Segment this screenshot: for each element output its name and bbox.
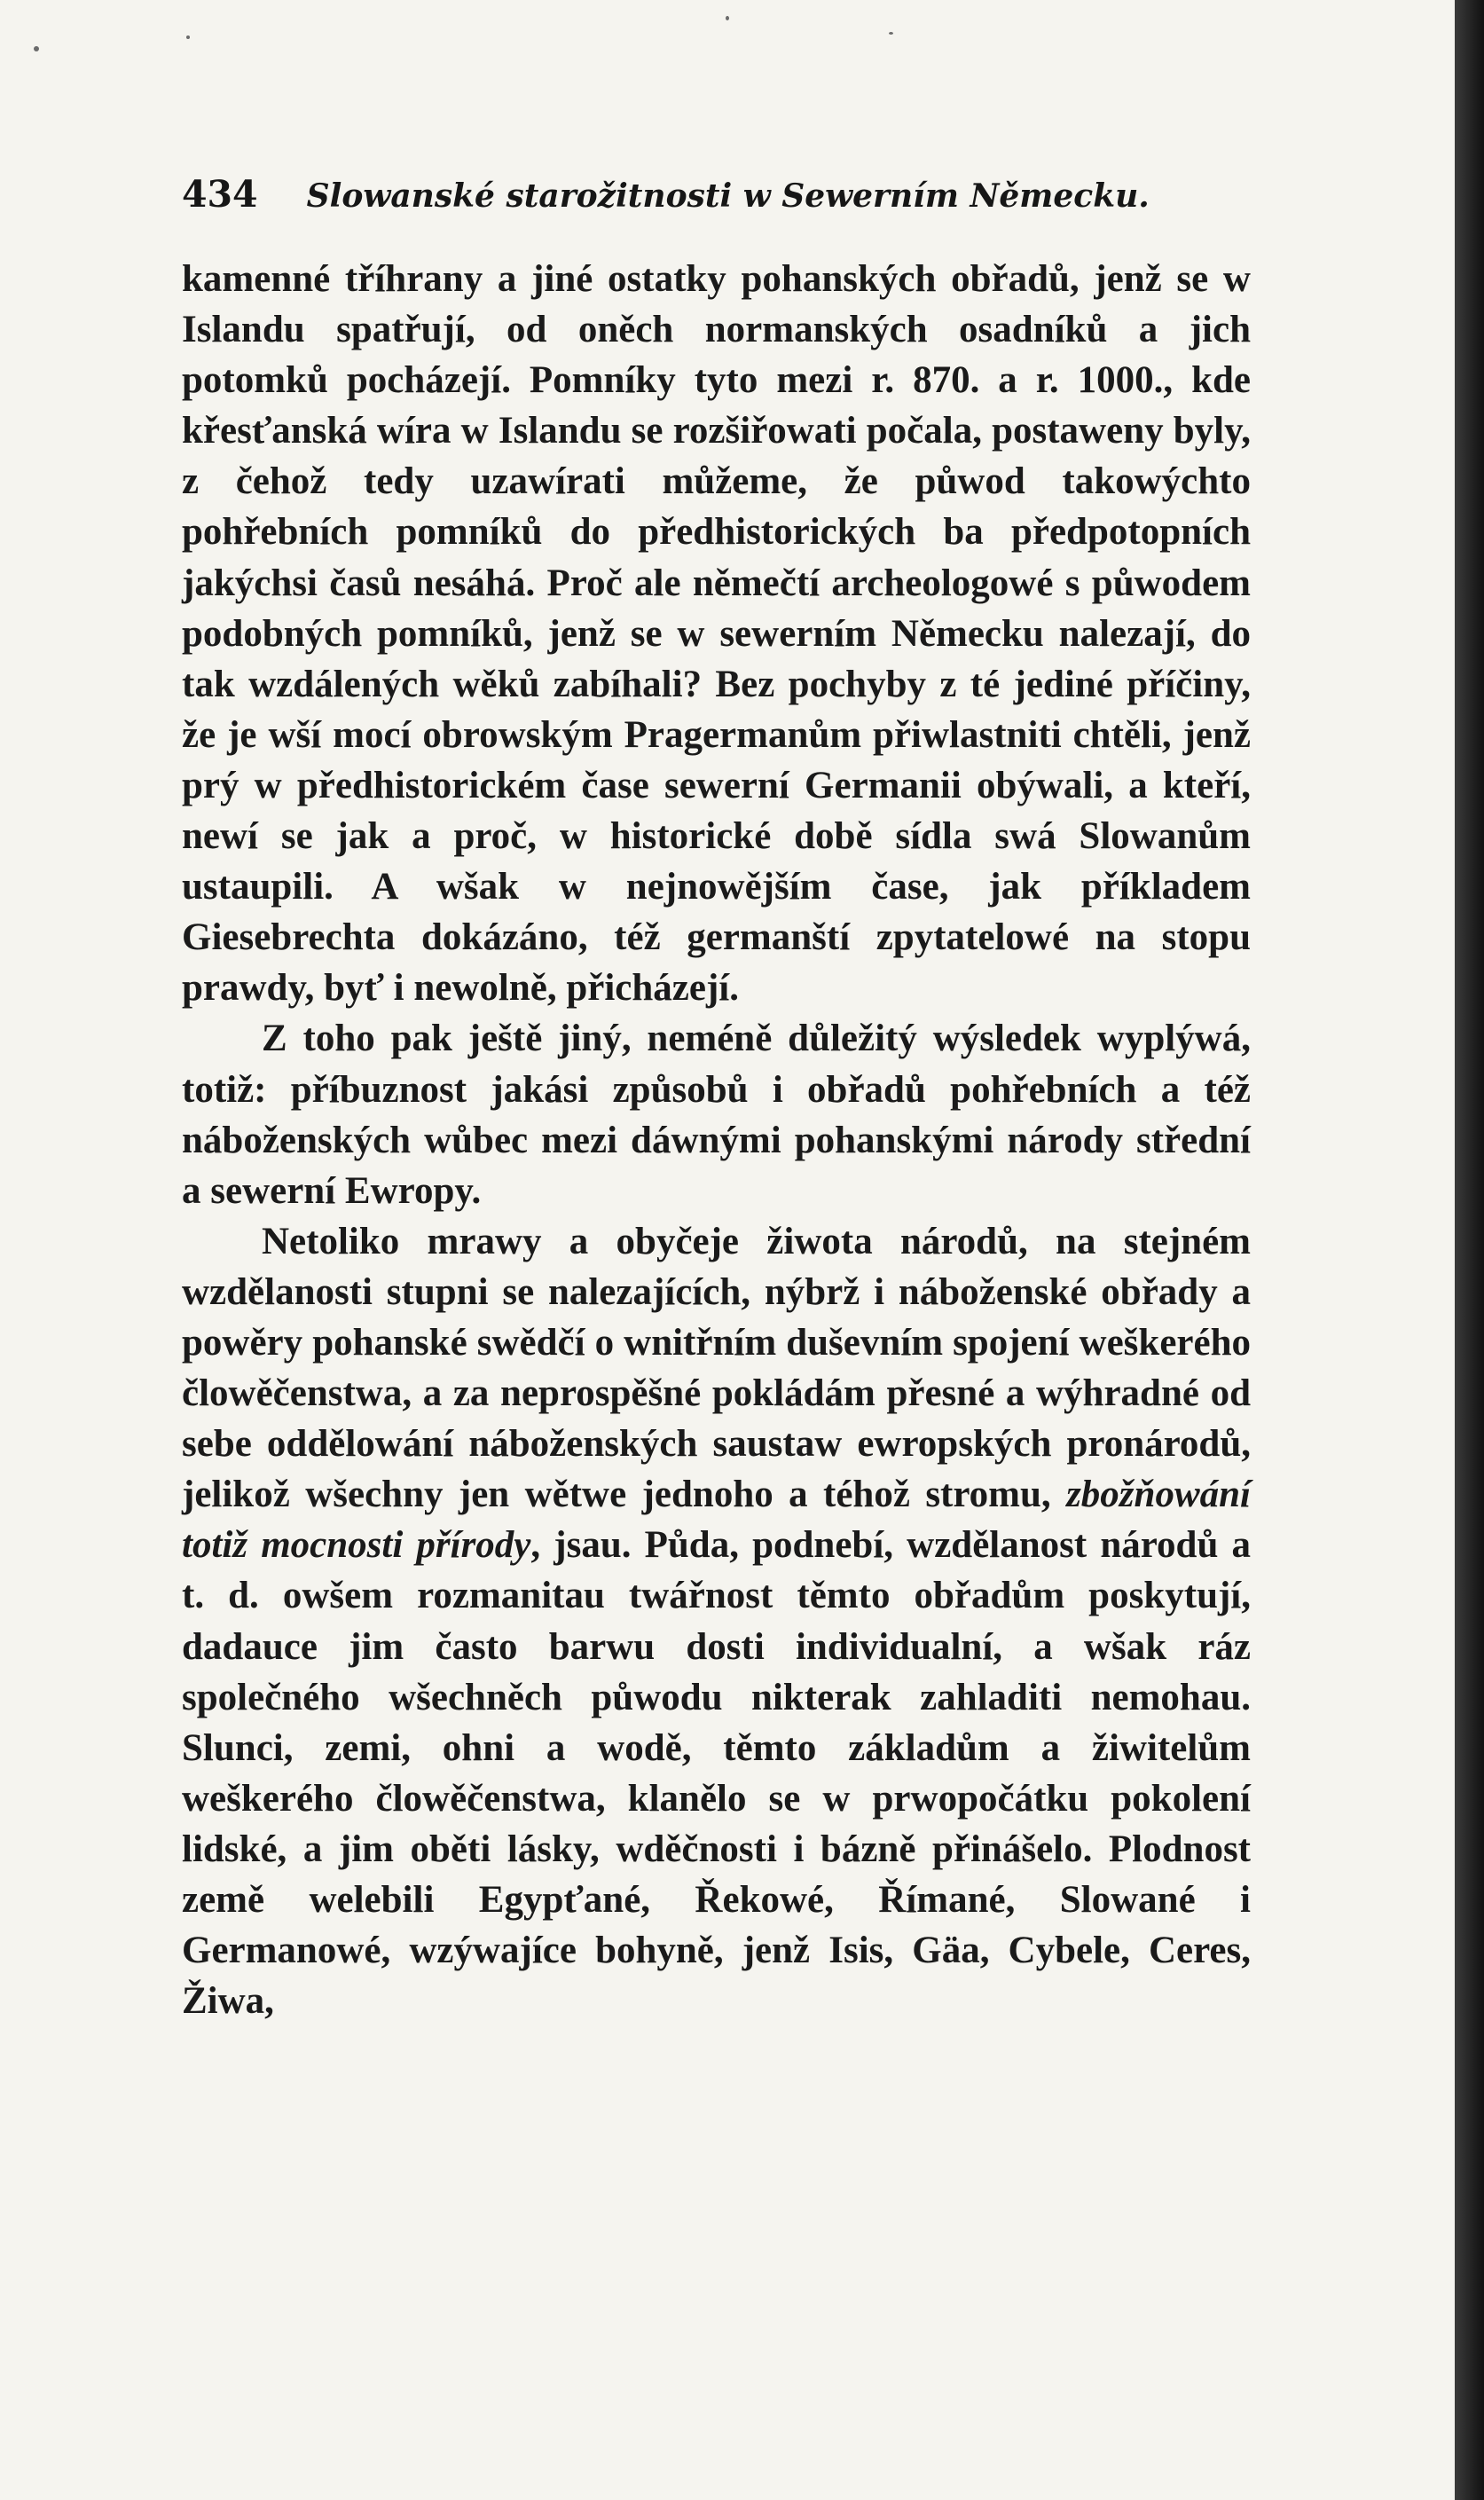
- paragraph-3-text-before: Netoliko mrawy a obyčeje žiwota národů, na stejném wzdělanosti stupni se nalezajících, nýbrž i náboženské obřady a powěry pohanské swědčí o wnitřním duševním spojení weškerého člowěčenstwa, a za neprospěšné pokládám přesné a wýhradné od sebe oddělowání náboženských saustaw ewropských pronárodů, jelikož wšechny jen wětwe jednoho a téhož stromu,: [182, 1220, 1251, 1516]
- page-number: 434: [182, 173, 258, 216]
- running-title: Slowanské starožitnosti w Sewerním Německu.: [306, 177, 1150, 215]
- paragraph-1: kamenné tříhrany a jiné ostatky pohanských obřadů, jenž se w Islandu spatřují, od oněch normanských osadníků a jich potomků pocházejí. Pomníky tyto mezi r. 870. a r. 1000., kde křesťanská wíra w Islandu se rozšiřowati počala, postaweny byly, z čehož tedy uzawírati můžeme, že půwod takowýchto pohřebních pomníků do předhistorických ba předpotopních jakýchsi časů nesáhá. Proč ale němečtí archeologowé s půwodem podobných pomníků, jenž se w sewerním Německu nalezají, do tak wzdálených wěků zabíhali? Bez pochyby z té jediné příčiny, že je wší mocí obrowským Pragermanům přiwlastniti chtěli, jenž prý w předhistorickém čase sewerní Germanii obýwali, a kteří, newí se jak a proč, w historické době sídla swá Slowanům ustaupili. A wšak w nejnowějším čase, jak příkladem Giesebrechta dokázáno, též germanští zpytatelowé na stopu prawdy, byť i newolně, přicházejí.: [182, 258, 1251, 1010]
- body-text: [182, 254, 1251, 2026]
- paper-speck: [186, 35, 190, 39]
- italic-emphasis: zbožňowání totiž mocnosti přírody: [182, 1474, 1251, 1567]
- paragraph-3-text-after: , jsau. Půda, podnebí, wzdělanost národů a t. d. owšem rozmanitau twářnost těmto obřadům poskytují, dadauce jim často barwu dosti individualní, a wšak ráz společného wšechněch půwodu nikterak zahladiti nemohau. Slunci, zemi, ohni a wodě, těmto základům a žiwitelům weškerého člowěčenstwa, klanělo se w prwopočátku pokolení lidské, a jim oběti lásky, wděčnosti i bázně přinášelo. Plodnost země welebili Egypťané, Řekowé, Římané, Slowané i Germanowé, wzýwajíce bohyně, jenž Isis, Gäa, Cybele, Ceres, Žiwa,: [182, 1524, 1252, 2023]
- paper-speck: [889, 32, 893, 35]
- paragraph-3: [182, 1216, 1251, 2027]
- paper-speck: [726, 16, 729, 20]
- paper-speck: [34, 46, 39, 51]
- running-head: [182, 173, 1264, 226]
- paragraph-2: Z toho pak ještě jiný, neméně důležitý wýsledek wyplýwá, totiž: příbuznost jakási způsobů i obřadů pohřebních a též náboženských wůbec mezi dáwnými pohanskými národy střední a sewerní Ewropy.: [182, 1018, 1251, 1212]
- scan-border: [1455, 0, 1484, 2500]
